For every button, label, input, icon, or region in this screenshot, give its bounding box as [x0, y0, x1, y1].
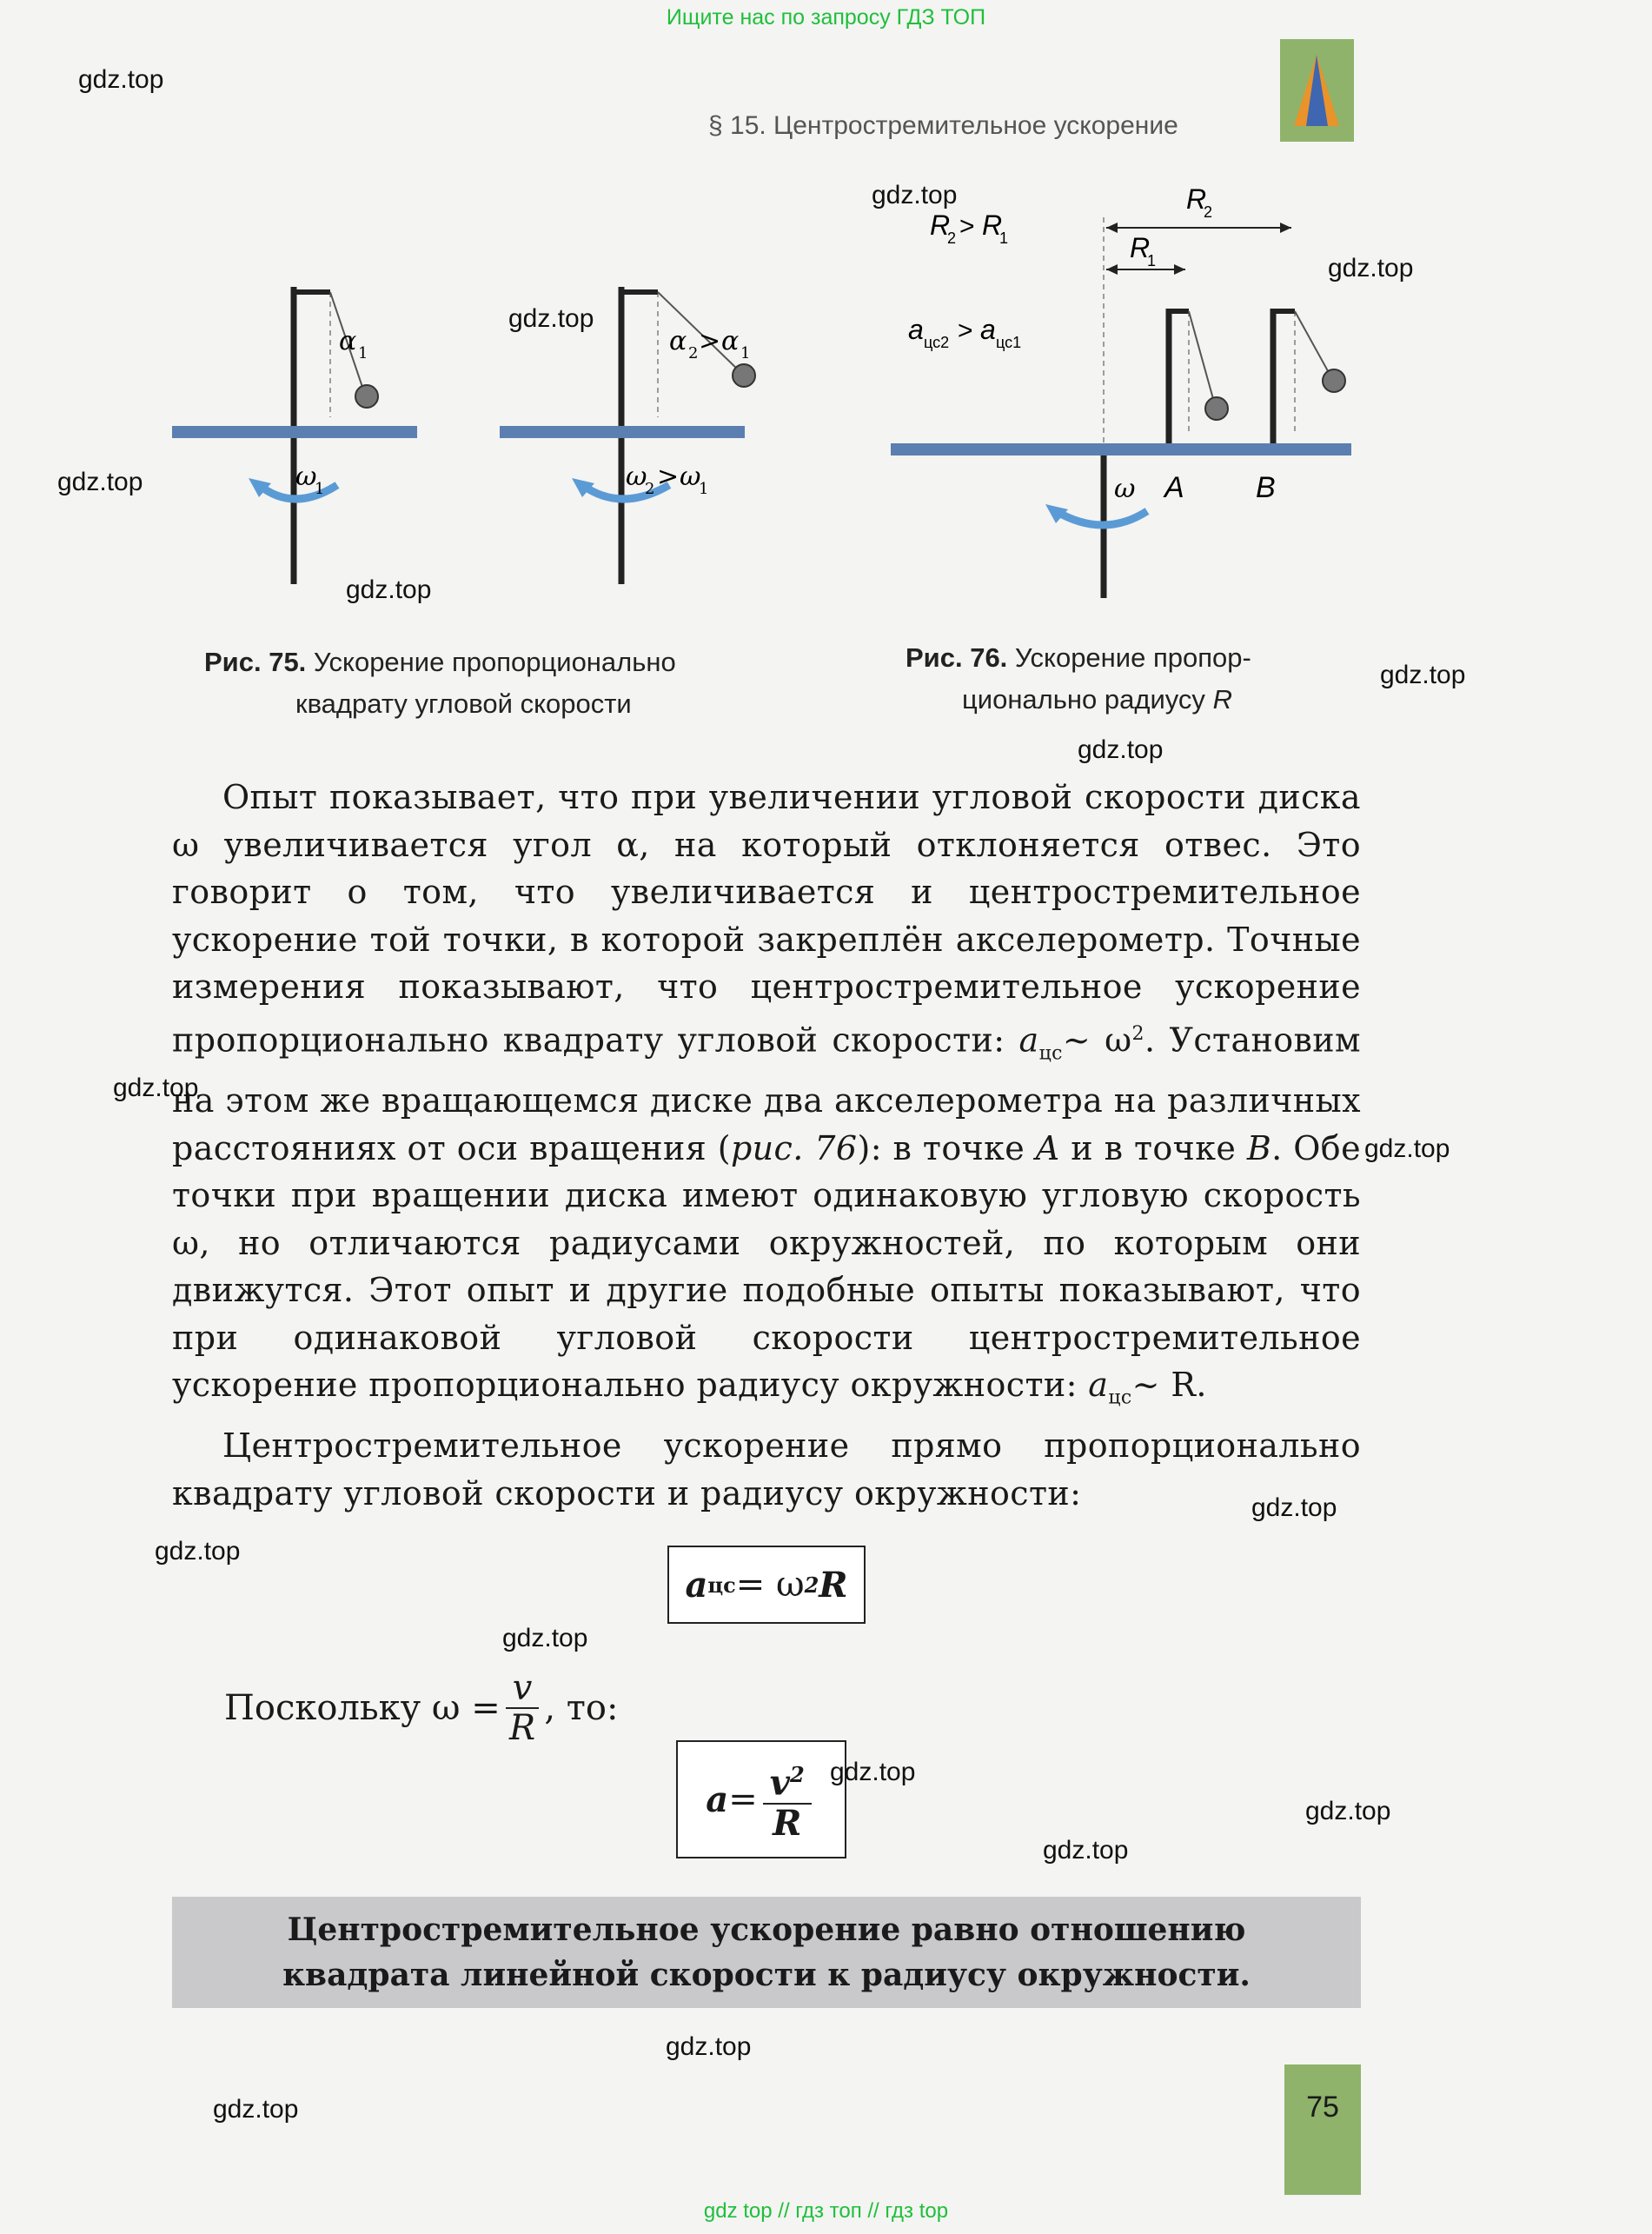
- disk-1: [172, 426, 417, 438]
- svg-text:1: 1: [999, 229, 1009, 247]
- formula-box-2: a = $\frac{v^2}{R}$: [676, 1740, 846, 1858]
- fig75-number: Рис. 75.: [204, 647, 307, 677]
- page-number-tab: [1284, 2064, 1361, 2195]
- conclusion-box: Центростремительное ускорение равно отношению квадрата линейной скорости к радиусу окружности.: [172, 1897, 1361, 2008]
- svg-text:2: 2: [688, 344, 699, 362]
- svg-text:R: R: [930, 209, 951, 241]
- watermark[interactable]: gdz.top: [1328, 254, 1414, 283]
- body-text: [172, 774, 1361, 1517]
- watermark[interactable]: gdz.top: [78, 65, 164, 94]
- svg-text:1: 1: [1147, 252, 1157, 269]
- svg-text:1: 1: [358, 344, 368, 362]
- figures-75-76: [165, 183, 1399, 635]
- fig75-setup-1: [172, 287, 417, 584]
- svg-text:>: >: [959, 212, 975, 241]
- svg-text:2: 2: [1204, 203, 1213, 221]
- plumb-bob-B: [1323, 369, 1345, 392]
- since-line: Поскольку ω = $\frac{v}{R}$ , то:: [224, 1668, 619, 1748]
- page-number: 75: [1306, 2091, 1339, 2124]
- svg-text:>: >: [657, 462, 680, 492]
- formula-box-1: a цс = ω 2 R: [667, 1546, 866, 1624]
- bottom-banner[interactable]: gdz top // гдз топ // гдз top: [703, 2199, 949, 2223]
- svg-text:1: 1: [315, 480, 325, 498]
- svg-text:2: 2: [645, 480, 655, 498]
- svg-text:B: B: [1256, 471, 1276, 504]
- fig76-caption: Рис. 76. Ускорение пропор- ционально радиусу R: [906, 642, 1251, 715]
- svg-text:R: R: [1186, 183, 1207, 215]
- svg-text:цс2: цс2: [924, 334, 950, 351]
- logo-icon: [1280, 39, 1354, 142]
- paragraph-1: Опыт показывает, что при увеличении угловой скорости диска ω увеличивается угол α, на который отклоняется отвес. Это говорит о том, что увеличивается и центростремительное ускорение той точки, в которой закреплён акселерометр. Точные измерения показывают, что центростремительное ускорение пропорционально квадрату угловой скорости: $a_{цс}\sim$ $\omega^2$. Установим на этом же вращающемся диске два акселерометра на различных расстояниях от оси вращения (рис. 76): в точке A и в точке B. Обе точки при вращении диска имеют одинаковую угловую скорость ω, но отличаются радиусами окружностей, по которым они движутся. Этот опыт и другие подобные опыты показывают, что при одинаковой угловой скорости центростремительное ускорение пропорционально радиусу окружности: $a_{цс}\sim$ R.: [172, 778, 1361, 1409]
- corner-logo-tab: [1280, 39, 1354, 142]
- disk-3: [891, 443, 1351, 455]
- watermark[interactable]: gdz.top: [502, 1624, 588, 1652]
- svg-text:R: R: [1130, 232, 1151, 263]
- watermark[interactable]: gdz.top: [1078, 735, 1164, 764]
- watermark[interactable]: gdz.top: [1043, 1836, 1129, 1865]
- plumb-bob-2: [733, 364, 755, 387]
- svg-text:α: α: [669, 326, 687, 356]
- watermark[interactable]: gdz.top: [1305, 1797, 1391, 1825]
- svg-text:2: 2: [947, 229, 957, 247]
- watermark[interactable]: gdz.top: [1364, 1134, 1450, 1163]
- top-banner[interactable]: Ищите нас по запросу ГДЗ ТОП: [666, 5, 986, 30]
- svg-text:A: A: [1164, 471, 1184, 504]
- watermark[interactable]: gdz.top: [666, 2032, 752, 2061]
- watermark[interactable]: gdz.top: [1251, 1493, 1337, 1522]
- svg-text:ω: ω: [1114, 474, 1136, 504]
- fig76-number: Рис. 76.: [906, 642, 1008, 673]
- disk-2: [500, 426, 745, 438]
- watermark[interactable]: gdz.top: [872, 181, 958, 209]
- svg-text:R: R: [982, 209, 1003, 241]
- fig75-caption: Рис. 75. Ускорение пропорционально квадрату угловой скорости: [204, 647, 676, 719]
- plumb-bob-1: [355, 385, 378, 408]
- watermark[interactable]: gdz.top: [346, 575, 432, 604]
- svg-text:>: >: [958, 316, 973, 345]
- watermark[interactable]: gdz.top: [1380, 661, 1466, 689]
- svg-text:ω: ω: [626, 462, 647, 492]
- fig76-setup: [891, 183, 1351, 598]
- svg-text:α: α: [339, 326, 357, 356]
- running-head: § 15. Центростремительное ускорение: [708, 111, 1178, 140]
- svg-text:1: 1: [699, 480, 709, 498]
- svg-text:цс1: цс1: [996, 334, 1022, 351]
- svg-text:ω: ω: [680, 462, 701, 492]
- svg-text:1: 1: [740, 344, 751, 362]
- svg-text:ω: ω: [295, 462, 317, 492]
- svg-text:a: a: [980, 314, 996, 345]
- svg-text:a: a: [908, 314, 924, 345]
- plumb-bob-A: [1205, 397, 1228, 420]
- watermark[interactable]: gdz.top: [213, 2095, 299, 2124]
- watermark[interactable]: gdz.top: [508, 304, 594, 333]
- watermark[interactable]: gdz.top: [830, 1758, 916, 1786]
- svg-text:α: α: [721, 326, 740, 356]
- svg-text:>: >: [699, 326, 721, 356]
- watermark[interactable]: gdz.top: [113, 1074, 199, 1102]
- watermark[interactable]: gdz.top: [57, 468, 143, 496]
- watermark[interactable]: gdz.top: [155, 1537, 241, 1566]
- paragraph-2: Центростремительное ускорение прямо пропорционально квадрату угловой скорости и радиусу окружности:: [172, 1426, 1361, 1513]
